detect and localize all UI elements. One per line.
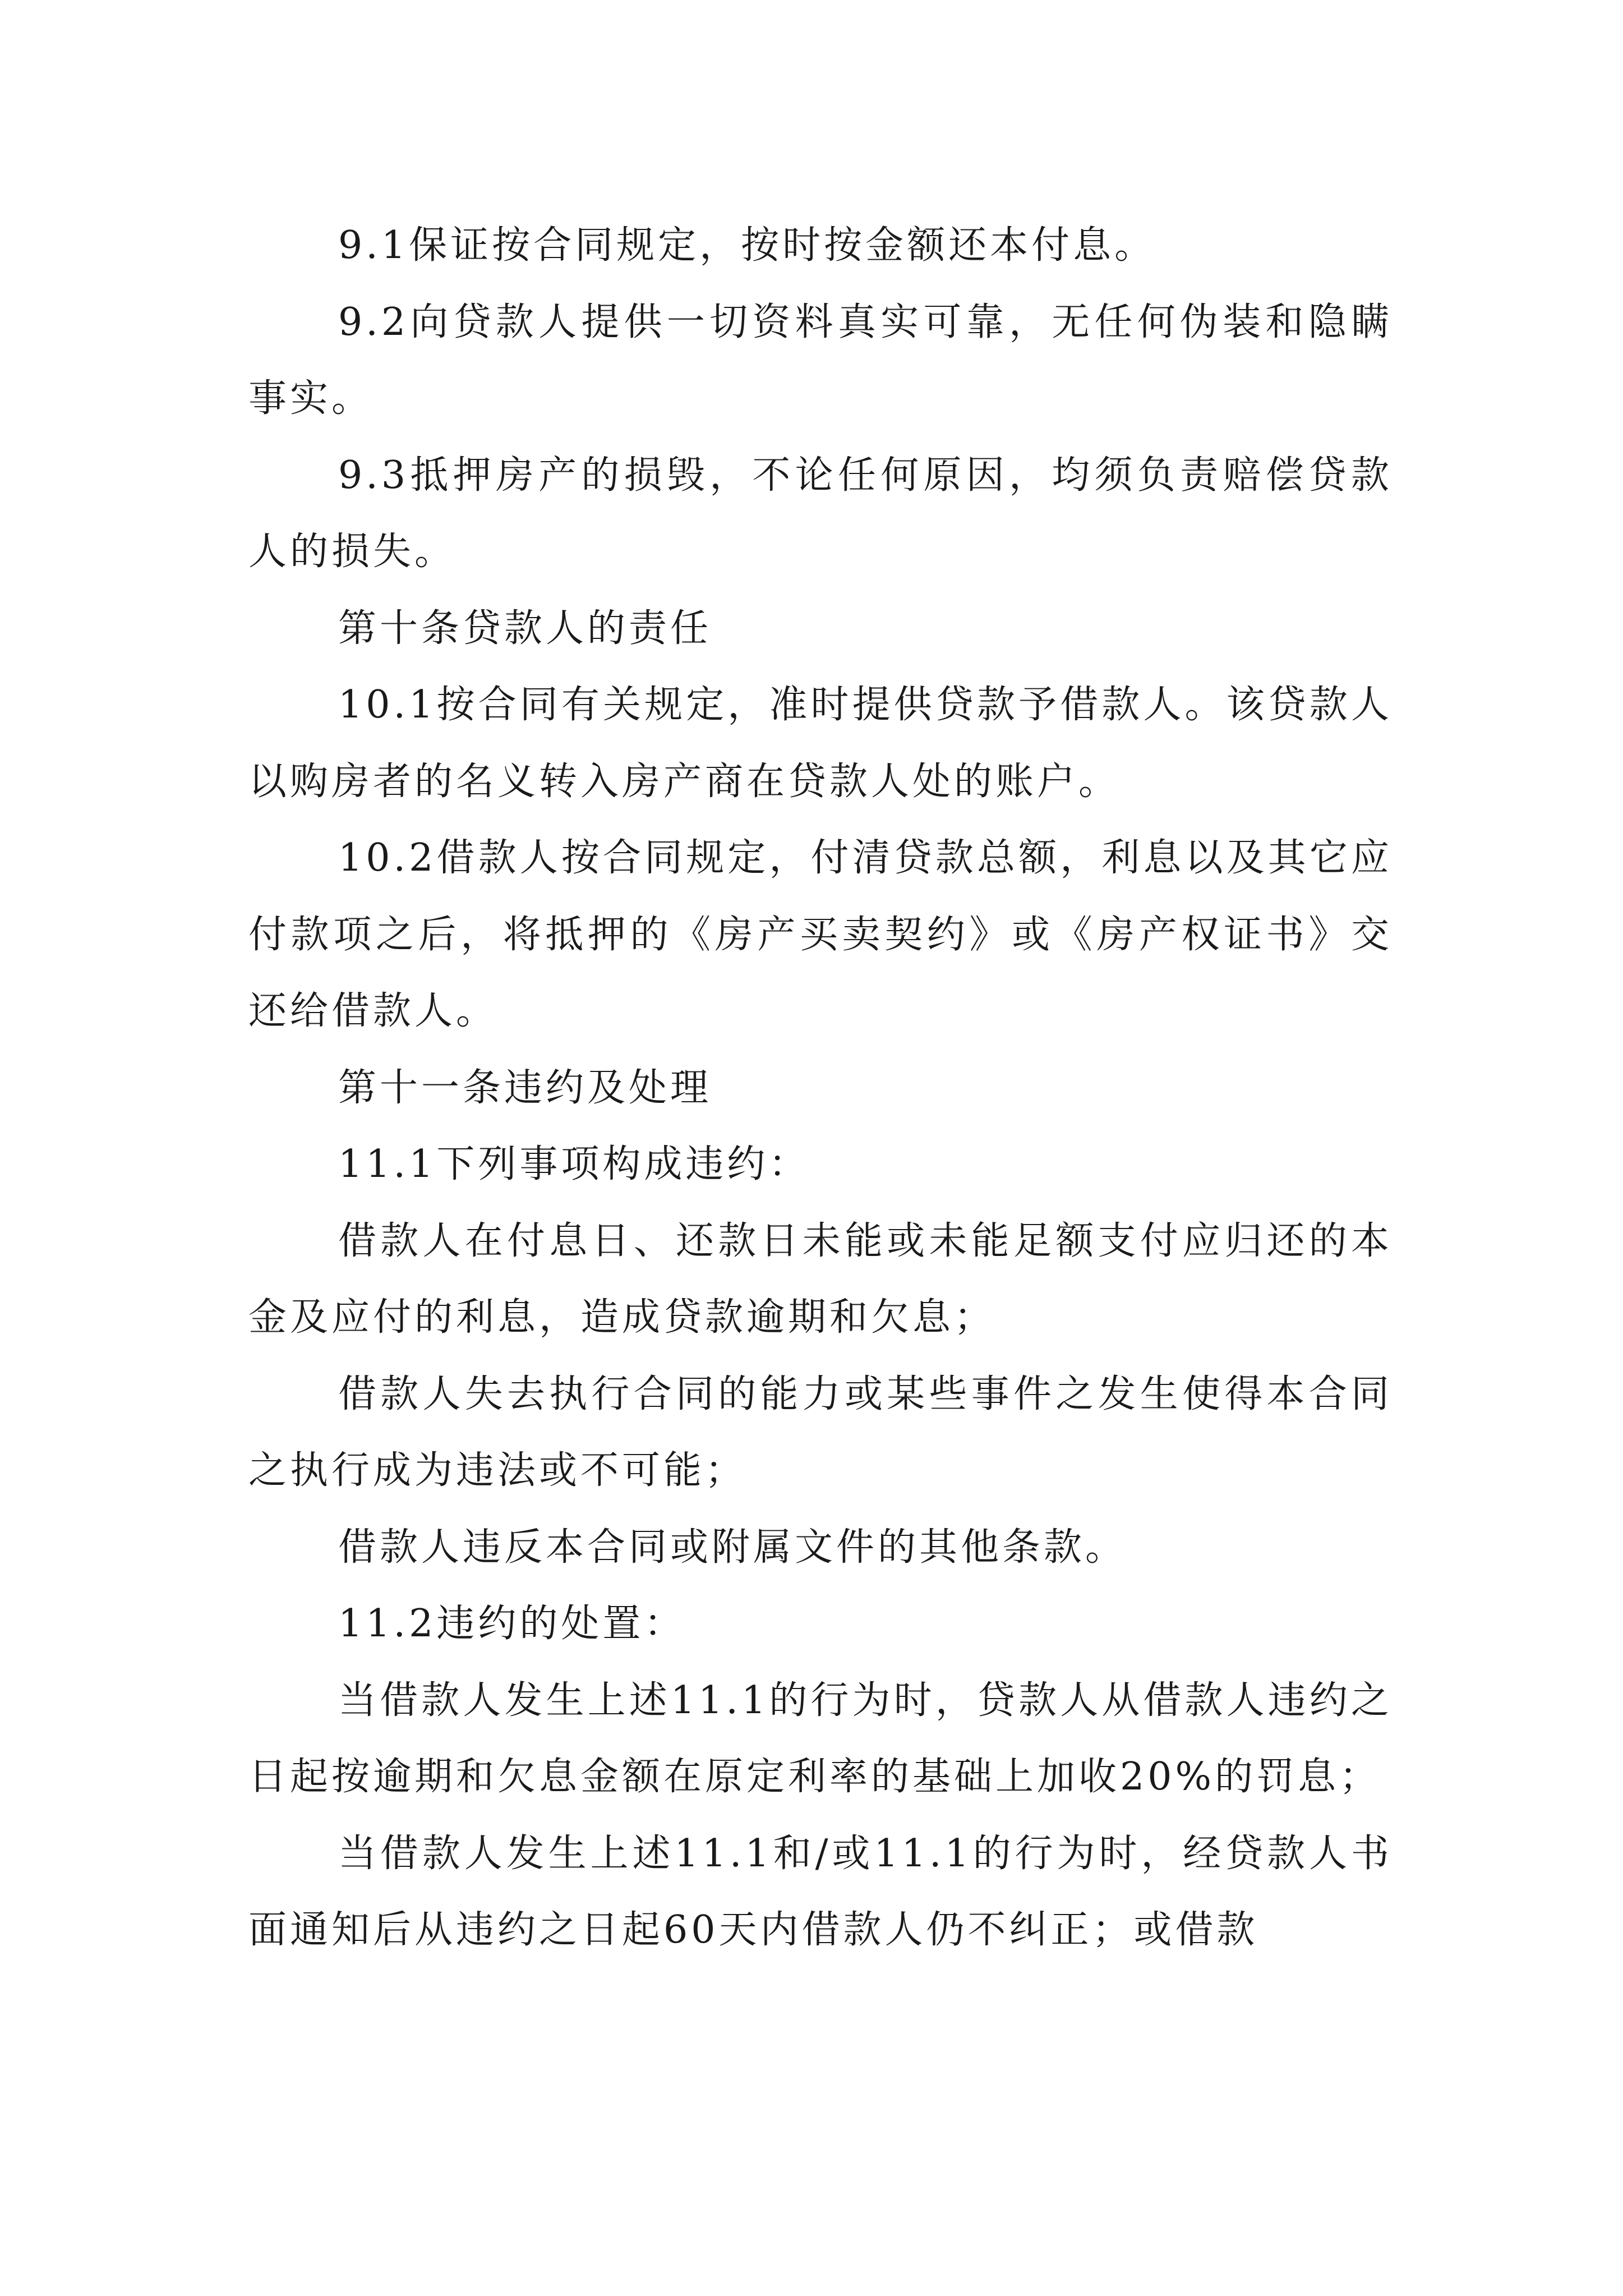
clause-10-2: 10.2借款人按合同规定，付清贷款总额，利息以及其它应付款项之后，将抵押的《房产买卖契约》或《房产权证书》交还给借款人。 bbox=[248, 836, 1393, 1033]
breach-item-3: 借款人违反本合同或附属文件的其他条款。 bbox=[338, 1525, 1127, 1570]
document-body bbox=[248, 208, 1393, 1969]
remedy-item-1: 当借款人发生上述11.1的行为时，贷款人从借款人违约之日起按逾期和欠息金额在原定利率的基础上加收20%的罚息； bbox=[248, 1678, 1393, 1799]
clause-10-1: 10.1按合同有关规定，准时提供贷款予借款人。该贷款人以购房者的名义转入房产商在贷款人处的账户。 bbox=[248, 683, 1393, 804]
breach-item-1: 借款人在付息日、还款日未能或未能足额支付应归还的本金及应付的利息，造成贷款逾期和欠息； bbox=[248, 1218, 1393, 1340]
article-10-heading: 第十条贷款人的责任 bbox=[338, 606, 712, 651]
breach-item-2: 借款人失去执行合同的能力或某些事件之发生使得本合同之执行成为违法或不可能； bbox=[248, 1372, 1393, 1493]
clause-9-2: 9.2向贷款人提供一切资料真实可靠，无任何伪装和隐瞒事实。 bbox=[248, 300, 1393, 421]
remedy-item-2: 当借款人发生上述11.1和/或11.1的行为时，经贷款人书面通知后从违约之日起60天内借款人仍不纠正；或借款 bbox=[248, 1831, 1393, 1952]
clause-9-3: 9.3抵押房产的损毁，不论任何原因，均须负责赔偿贷款人的损失。 bbox=[248, 453, 1393, 574]
article-11-heading: 第十一条违约及处理 bbox=[338, 1065, 712, 1110]
clause-9-1: 9.1保证按合同规定，按时按金额还本付息。 bbox=[338, 223, 1156, 268]
clause-11-1: 11.1下列事项构成违约： bbox=[338, 1142, 810, 1186]
clause-11-2: 11.2违约的处置： bbox=[338, 1602, 686, 1646]
